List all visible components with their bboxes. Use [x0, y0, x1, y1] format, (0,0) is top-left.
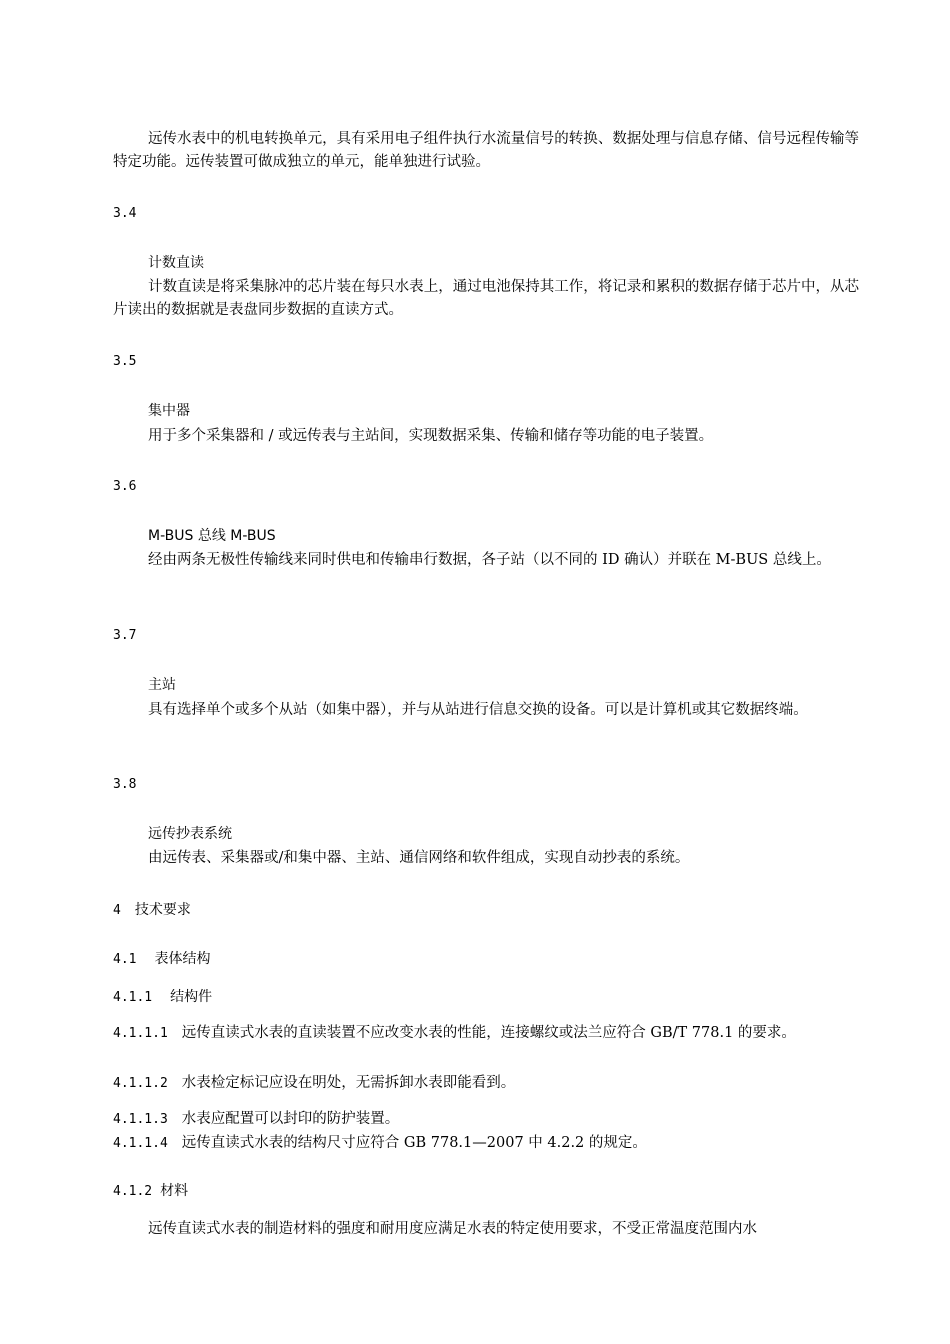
- clause-text: 远传直读式水表的直读装置不应改变水表的性能，连接螺纹或法兰应符合 GB/T 778.1 的要求。: [181, 1025, 796, 1041]
- term-title-3-6: M-BUS 总线 M-BUS: [148, 528, 276, 544]
- term-title-3-7: 主站: [148, 677, 176, 693]
- term-title-3-8: 远传抄表系统: [148, 826, 232, 842]
- clause-text: 水表应配置可以封印的防护装置。: [181, 1111, 400, 1127]
- section-number: 4.1: [113, 952, 137, 967]
- clause-number: 4.1.1.4: [113, 1136, 168, 1151]
- term-definition-3-7: 具有选择单个或多个从站（如集中器），并与从站进行信息交换的设备。可以是计算机或其它数据终端。: [148, 702, 808, 718]
- term-definition-3-5: 用于多个采集器和 / 或远传表与主站间，实现数据采集、传输和储存等功能的电子装置。: [148, 428, 714, 444]
- clause-number: 4.1.1.2: [113, 1076, 168, 1091]
- term-definition-3-4: 计数直读是将采集脉冲的芯片装在每只水表上，通过电池保持其工作，将记录和累积的数据存储于芯片中，从芯片读出的数据就是表盘同步数据的直读方式。: [113, 279, 859, 318]
- clause-4-1-1-1: [113, 1022, 859, 1045]
- term-title-3-5: 集中器: [148, 403, 190, 419]
- term-number-3-6: 3.6: [113, 479, 137, 494]
- section-title: 技术要求: [134, 902, 191, 918]
- section-title: 结构件: [170, 989, 213, 1005]
- term-number-3-5: 3.5: [113, 354, 137, 369]
- clause-text: 远传直读式水表的结构尺寸应符合 GB 778.1—2007 中 4.2.2 的规定。: [181, 1135, 647, 1151]
- section-number: 4.1.1: [113, 990, 153, 1005]
- term-number-3-7: 3.7: [113, 628, 137, 643]
- term-definition-3-6: 经由两条无极性传输线来同时供电和传输串行数据，各子站（以不同的 ID 确认）并联在 M-BUS 总线上。: [148, 552, 831, 568]
- term-number-3-8: 3.8: [113, 777, 137, 792]
- section-title: 材料: [160, 1183, 189, 1199]
- term-number-3-4: 3.4: [113, 206, 137, 221]
- clause-number: 4.1.1.1: [113, 1026, 168, 1041]
- section-4-heading: [113, 900, 191, 921]
- section-number: 4: [113, 903, 121, 918]
- section-4-1-2-heading: [113, 1181, 188, 1202]
- clause-4-1-1-2: [113, 1072, 859, 1095]
- section-number: 4.1.2: [113, 1184, 153, 1199]
- clause-number: 4.1.1.3: [113, 1112, 168, 1127]
- clause-4-1-1-4: [113, 1132, 859, 1155]
- clause-4-1-1-3: [113, 1108, 859, 1131]
- materials-paragraph: 远传直读式水表的制造材料的强度和耐用度应满足水表的特定使用要求，不受正常温度范围内水: [148, 1221, 757, 1237]
- section-4-1-heading: [113, 949, 210, 970]
- term-title-3-4: 计数直读: [148, 255, 204, 271]
- intro-paragraph: 远传水表中的机电转换单元，具有采用电子组件执行水流量信号的转换、数据处理与信息存储、信号远程传输等特定功能。远传装置可做成独立的单元，能单独进行试验。: [113, 131, 859, 170]
- section-title: 表体结构: [154, 951, 211, 967]
- clause-text: 水表检定标记应设在明处，无需拆卸水表即能看到。: [181, 1075, 516, 1091]
- term-definition-3-8: 由远传表、采集器或/和集中器、主站、通信网络和软件组成，实现自动抄表的系统。: [148, 850, 690, 866]
- section-4-1-1-heading: [113, 987, 212, 1008]
